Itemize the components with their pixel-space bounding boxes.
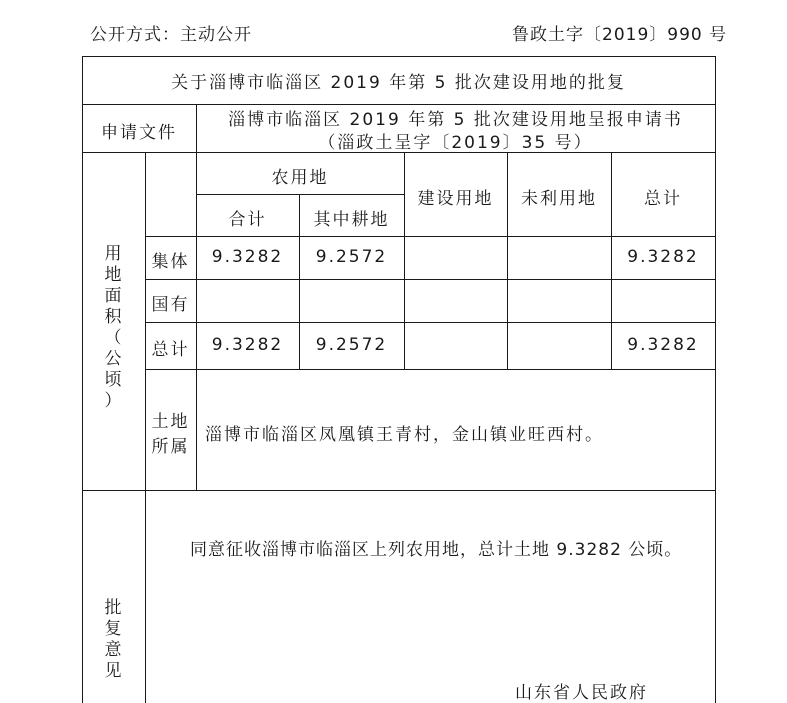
- header-construction-land: 建设用地: [417, 189, 494, 209]
- table-rule: [145, 236, 715, 237]
- side-char: 积: [104, 307, 122, 327]
- side-char: 面: [104, 286, 122, 306]
- table-rule: [145, 369, 715, 370]
- document-number: 鲁政土字〔2019〕990 号: [512, 25, 728, 45]
- cell-total: 9.3282: [627, 335, 699, 355]
- approval-signature: 山东省人民政府: [515, 683, 648, 703]
- cell-subtotal: 9.3282: [211, 335, 284, 355]
- table-border-top: [82, 56, 715, 57]
- approval-text: 同意征收淄博市临淄区上列农用地，总计土地 9.3282 公顷。: [190, 540, 683, 560]
- header-unused-land: 未利用地: [521, 189, 597, 209]
- side-char: 复: [104, 619, 122, 639]
- ownership-value: 淄博市临淄区凤凰镇王青村，金山镇业旺西村。: [205, 425, 604, 445]
- cell-total: 9.3282: [627, 247, 699, 267]
- row-label-total: 总计: [151, 340, 190, 360]
- table-rule: [196, 152, 197, 490]
- table-rule: [145, 322, 715, 323]
- header-cultivated: 其中耕地: [313, 210, 390, 230]
- approval-side-label: [102, 598, 124, 682]
- row-label-collective: 集体: [151, 252, 190, 272]
- application-ref: （淄政土呈字〔2019〕35 号）: [318, 133, 593, 153]
- row-label-state: 国有: [151, 295, 190, 315]
- header-total: 总计: [644, 189, 682, 209]
- disclosure-method: 公开方式：主动公开: [90, 25, 252, 45]
- side-char: （: [104, 328, 122, 348]
- document-title: 关于淄博市临淄区 2019 年第 5 批次建设用地的批复: [171, 73, 626, 93]
- table-border-right: [715, 56, 716, 703]
- cell-subtotal: 9.3282: [211, 247, 284, 267]
- side-char: 见: [104, 661, 122, 681]
- ownership-label-line2: 所属: [151, 437, 190, 457]
- table-border-left: [82, 56, 83, 703]
- ownership-label-line1: 土地: [151, 412, 190, 432]
- side-char: 用: [104, 244, 122, 264]
- header-subtotal: 合计: [228, 210, 267, 230]
- table-rule: [196, 194, 404, 195]
- side-char: 批: [104, 598, 122, 618]
- application-label: 申请文件: [101, 123, 177, 143]
- side-char: ）: [104, 391, 122, 411]
- application-title: 淄博市临淄区 2019 年第 5 批次建设用地呈报申请书: [228, 110, 683, 130]
- header-agricultural-land: 农用地: [271, 168, 329, 188]
- land-area-side-label: [102, 244, 124, 412]
- side-char: 地: [104, 265, 122, 285]
- table-rule: [145, 279, 715, 280]
- cell-cultivated: 9.2572: [315, 335, 388, 355]
- side-char: 顷: [104, 370, 122, 390]
- table-rule: [82, 490, 715, 491]
- side-char: 公: [104, 349, 122, 369]
- side-char: 意: [104, 640, 122, 660]
- cell-cultivated: 9.2572: [315, 247, 388, 267]
